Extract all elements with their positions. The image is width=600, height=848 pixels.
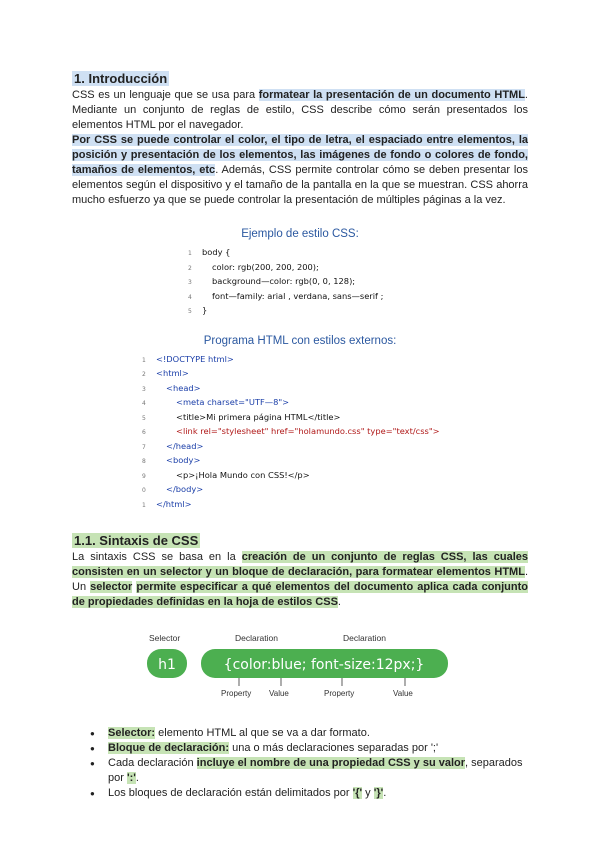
section-heading-introduccion: 1. Introducción (74, 71, 168, 86)
syntax-bullet-list (90, 726, 528, 801)
section-heading-sintaxis: 1.1. Sintaxis de CSS (74, 533, 199, 548)
list-item: ● Bloque de declaración: una o más declaraciones separadas por ';' (90, 741, 528, 756)
html-example-caption: Programa HTML con estilos externos: (203, 334, 397, 347)
code-line: 8 <body> (142, 455, 201, 465)
css-code-block (188, 246, 528, 319)
code-line: 5 } (188, 305, 208, 315)
document-page (72, 70, 528, 801)
code-line: 2 <html> (142, 368, 189, 378)
rule-text: {color:blue; font-size:12px;} (223, 657, 425, 673)
code-line: 4 <meta charset="UTF—8"> (142, 397, 290, 407)
css-syntax-diagram (147, 630, 453, 700)
value-label-2: Value (393, 689, 413, 698)
code-line: 2 color: rgb(200, 200, 200); (188, 261, 319, 272)
code-line: 3 background—color: rgb(0, 0, 128); (188, 276, 356, 286)
list-item: ● Cada declaración incluye el nombre de una propiedad CSS y su valor, separados por ':'. (90, 756, 528, 786)
selector-label: Selector (149, 633, 181, 643)
code-line: 4 font—family: arial , verdana, sans—serif ; (188, 290, 384, 301)
code-line: 9 <p>¡Hola Mundo con CSS!</p> (142, 469, 310, 480)
property-label-1: Property (221, 689, 252, 698)
intro-paragraph-1: CSS es un lenguaje que se usa para formatear la presentación de un documento HTML. Mediante un conjunto de reglas de estilo, CSS describe cómo serán presentados los elementos HTML por el navegador. (72, 89, 528, 131)
list-item: ● Los bloques de declaración están delimitados por '{' y '}'. (90, 786, 528, 801)
intro-paragraph-2: Por CSS se puede controlar el color, el tipo de letra, el espaciado entre elementos, la posición y presentación de los elementos, las imágenes de fondo o colores de fondo, tamaños de elementos, etc. Además, CSS permite controlar cómo se deben presentar los elementos según el dispositivo y el tamaño de la pantalla en la que se muestran. CSS ahorra mucho esfuerzo ya que se puede controlar la presentación de múltiples páginas a la vez. (72, 134, 528, 206)
html-code-block (142, 353, 528, 513)
code-line: 0 </body> (142, 484, 204, 494)
code-line: 7 </head> (142, 440, 204, 451)
declaration-label-2: Declaration (343, 633, 386, 643)
code-line: 1 body { (188, 247, 231, 257)
code-line: 1 </html> (142, 498, 192, 509)
code-line: 6 <link rel="stylesheet" href="holamundo.css" type="text/css"> (142, 426, 440, 436)
selector-text: h1 (158, 657, 176, 673)
syntax-paragraph: La sintaxis CSS se basa en la creación de un conjunto de reglas CSS, las cuales consisten en un selector y un bloque de declaración, para formatear elementos HTML. Un selector permite especificar a qué elementos del documento aplica cada conjunto de propiedades definidas en la hoja de estilos CSS. (72, 551, 529, 608)
css-example-caption: Ejemplo de estilo CSS: (241, 228, 359, 240)
code-line: 3 <head> (142, 382, 201, 393)
value-label-1: Value (269, 689, 289, 698)
code-line: 1 <!DOCTYPE html> (142, 353, 234, 364)
property-label-2: Property (324, 689, 355, 698)
declaration-label-1: Declaration (235, 633, 278, 643)
css-syntax-svg (147, 630, 453, 700)
list-item: ● Selector: elemento HTML al que se va a dar formato. (90, 726, 528, 741)
code-line: 5 <title>Mi primera página HTML</title> (142, 411, 341, 422)
